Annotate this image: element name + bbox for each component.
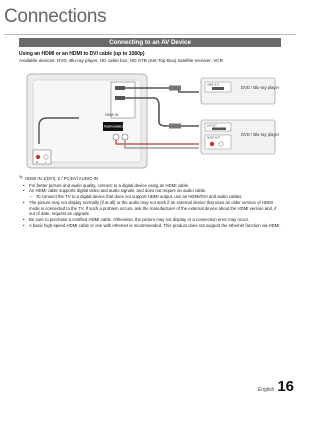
notes-heading-text: HDMI IN 1(DVI), 2 / PC/DVI AUDIO IN	[25, 176, 99, 181]
panel-audio-jack-r	[113, 134, 119, 140]
device-2-port-label: DVI OUT	[207, 124, 217, 128]
note-bullet: • Be sure to purchase a certified HDMI cable. Otherwise, the picture may not display or a connection error may occur.	[23, 216, 249, 222]
section-title-bar: Connecting to an AV Device	[19, 38, 281, 47]
note-bullet: • An HDMI cable supports digital video and audio signals, and does not require an audio cable.	[23, 188, 207, 194]
device-1-name: DVD / Blu-ray player	[241, 85, 280, 90]
device-2-port	[212, 128, 226, 131]
page-footer	[258, 378, 294, 395]
hdmi-in-label: HDMI IN	[105, 113, 119, 117]
left-l-label: L	[45, 161, 47, 164]
device-1-port-label: HDMI OUT	[207, 83, 219, 87]
left-r-label: R	[36, 161, 38, 164]
connection-diagram	[19, 66, 281, 172]
dvi-plug	[169, 124, 181, 129]
device-2-jack-l	[219, 142, 223, 146]
device-2-audio-label: AUDIO OUT	[207, 137, 220, 140]
notes-section	[19, 176, 281, 228]
pc-dvi-audio-label: PC/DVI AUDIO IN	[104, 125, 125, 129]
note-text: Be sure to purchase a certified HDMI cable. Otherwise, the picture may not display or a connection error may occur.	[29, 216, 249, 222]
note-bullet: • A basic high-speed HDMI cable or one with ethernet is recommended. This product does not support the ethernet function via HDMI.	[23, 222, 281, 228]
note-bullet: • The picture may not display normally (if at all) or the audio may not work if an external device that uses an older version of HDMI mode is connected to the TV. If such a problem occurs, ask the manufacturer of the external device about the HDMI version and, if out of date, request an upgrade.	[23, 200, 281, 217]
left-white-plug	[44, 155, 48, 159]
note-text: For better picture and audio quality, connect to a digital device using an HDMI cable.	[29, 182, 190, 188]
pencil-note-icon: ✎	[19, 175, 24, 181]
available-devices-text: Available devices: DVD, Blu-ray player, HD cable box, HD STB (Set-Top-Box) satellite receiver, VCR	[19, 57, 223, 63]
note-sub-text: To connect the TV to a digital device that does not support HDMI output, use an HDMI/DVI and audio cables.	[36, 194, 243, 200]
note-text: An HDMI cable supports digital video and audio signals, and does not require an audio cable.	[29, 188, 207, 194]
panel-audio-jack-l	[122, 134, 128, 140]
note-sub-bullet: – To connect the TV to a digital device that does not support HDMI output, use an HDMI/DVI and audio cables.	[30, 194, 243, 200]
device-1-port	[212, 87, 224, 90]
note-bullet: • For better picture and audio quality, connect to a digital device using an HDMI cable.	[23, 182, 190, 188]
page-number: 16	[277, 378, 294, 395]
device-2-name: DVD / Blu-ray player	[241, 132, 280, 137]
hdmi-plug-top	[169, 86, 181, 91]
hdmi-port-1	[115, 86, 125, 90]
footer-language: English	[257, 387, 275, 393]
connection-heading: Using an HDMI or an HDMI to DVI cable (up to 1080p)	[19, 51, 145, 57]
left-red-plug	[36, 155, 40, 159]
note-text: The picture may not display normally (if at all) or the audio may not work if an external device that uses an older version of HDMI mode is connected to the TV. If such a problem occurs, ask the manufacturer of the external device about the HDMI version and, if out of date, request an upgrade.	[29, 199, 277, 217]
page-title: Connections	[4, 6, 107, 27]
hdmi-port-2	[115, 96, 125, 100]
note-text: A basic high-speed HDMI cable or one with ethernet is recommended. This product does not support the ethernet function via HDMI.	[29, 222, 281, 228]
notes-heading	[19, 176, 281, 182]
device-2-jack-r	[210, 142, 214, 146]
title-divider	[4, 34, 296, 35]
